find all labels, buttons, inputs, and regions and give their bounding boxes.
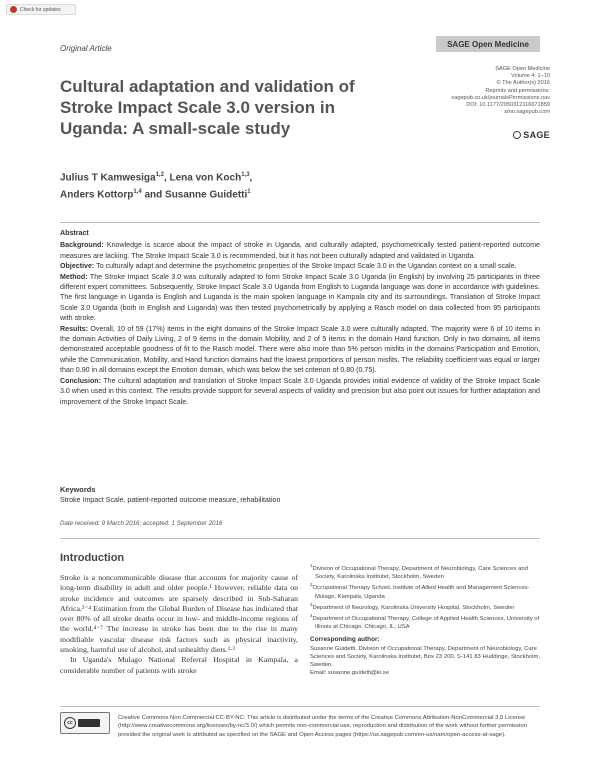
affiliation-text: Occupational Therapy School, Institute of Allied Health and Management Sciences-Mulago, Kampala, Uganda bbox=[312, 585, 530, 600]
corresponding-author bbox=[310, 636, 542, 677]
check-updates-label: Check for updates bbox=[20, 6, 61, 13]
divider bbox=[60, 222, 540, 223]
author-name: Lena von Koch bbox=[169, 172, 242, 184]
journal-badge: SAGE Open Medicine bbox=[436, 36, 540, 52]
check-updates-icon bbox=[10, 6, 17, 13]
author-affiliation-ref: 1 bbox=[247, 189, 251, 196]
abstract-section-text: Overall, 10 of 59 (17%) items in the eight domains of the Stroke Impact Scale 3.0 were culturally adapted. The majority were 6 of 10 items in the domain Activities of Daily Living, 2 of 9 items in the domain Mobility, and 2 of 5 items in the domain Hand function. Only in two domains, all items demonstrated acceptable goodness of fit to the Rasch model. There were also more than 5% person misfits in the domains Participation and Emotion, while the Communication, Mobility, and Hand function domains had the lowest proportions of person misfits. The reliability coefficient was equal or larger than 0.90 in all domains except the Emotion domain, which was below the set criterion of 0.80 (0.75). bbox=[60, 324, 540, 375]
keywords-text: Stroke Impact Scale, patient-reported outcome measure, rehabilitation bbox=[60, 496, 281, 504]
abstract-conclusion bbox=[60, 376, 540, 407]
affiliation-number: 4 bbox=[310, 612, 313, 618]
journal-meta bbox=[430, 66, 550, 116]
abstract-section-label: Method: bbox=[60, 272, 88, 281]
introduction-heading: Introduction bbox=[60, 552, 125, 564]
introduction-body bbox=[60, 573, 298, 676]
corresponding-author-email[interactable]: Email: susanne.guidetti@ki.se bbox=[310, 670, 389, 677]
abstract-results bbox=[60, 324, 540, 376]
license-text: Creative Commons Non Commercial CC-BY-NC: This article is distributed under the terms of the Creative Commons Attribution-NonCommercial 3.0 License (http://www.creativecommons.org/licenses/by-nc/3.0/) which permits non-commercial use, reproduction and distribution of the work without further permission provided the original work is attributed as specified on the SAGE and Open Access pages (https://us.sagepub.com/en-us/nam/open-access-at-sage). bbox=[118, 715, 527, 738]
author-affiliation-ref: 1,3 bbox=[241, 172, 250, 178]
author-name: Susanne Guidetti bbox=[165, 189, 248, 201]
keywords-heading: Keywords bbox=[60, 485, 96, 494]
sage-logo-text: SAGE bbox=[523, 130, 550, 140]
divider bbox=[60, 706, 540, 707]
article-type: Original Article bbox=[60, 44, 112, 53]
meta-website[interactable]: smo.sagepub.com bbox=[504, 109, 550, 116]
abstract-section-text: To culturally adapt and determine the psychometric properties of the Stroke Impact Scale 3.0 in the Ugandan context on a small scale. bbox=[96, 262, 517, 271]
meta-copyright: © The Author(s) 2016 bbox=[496, 80, 550, 87]
abstract-section-label: Results: bbox=[60, 324, 88, 333]
affiliation bbox=[310, 581, 542, 600]
received-dates: Date received: 9 March 2016; accepted: 1 September 2016 bbox=[60, 520, 223, 527]
affiliation bbox=[310, 562, 542, 581]
abstract-section-text: Knowledge is scarce about the impact of stroke in Uganda, and culturally adapted, psychometrically tested patient-reported outcome measures are lacking. The Stroke Impact Scale 3.0 is recommended, but it has not been culturally adapted and validated in Uganda. bbox=[60, 241, 540, 260]
abstract-section-label: Objective: bbox=[60, 262, 95, 271]
meta-volume: Volume 4: 1–10 bbox=[511, 73, 550, 80]
affiliation-text: Division of Occupational Therapy, Department of Neurobiology, Care Sciences and Society, Karolinska Institutet, Stockholm, Sweden bbox=[312, 565, 528, 581]
by-nc-icon bbox=[78, 719, 100, 727]
abstract bbox=[60, 228, 540, 407]
abstract-background bbox=[60, 240, 540, 261]
corresponding-author-address: Susanne Guidetti, Division of Occupational Therapy, Department of Neurobiology, Care Sciences and Society, Karolinska Institutet, Box 23 200, S-141 83 Huddinge, Stockholm, Sweden. bbox=[310, 645, 541, 668]
article-title: Cultural adaptation and validation of Stroke Impact Scale 3.0 version in Uganda: A small-scale study bbox=[60, 77, 355, 138]
corresponding-author-heading: Corresponding author: bbox=[310, 636, 380, 644]
affiliations bbox=[310, 562, 542, 677]
affiliation-text: Department of Occupational Therapy, College of Applied Health Sciences, University of Illinois at Chicago, Chicago, IL, USA bbox=[312, 615, 540, 631]
abstract-objective bbox=[60, 261, 540, 271]
meta-reprints: Reprints and permissions: bbox=[485, 87, 550, 94]
meta-journal: SAGE Open Medicine bbox=[495, 66, 550, 72]
affiliation-number: 2 bbox=[310, 582, 313, 588]
paragraph: In Uganda's Mulago National Referral Hospital in Kampala, a considerable number of patients with stroke bbox=[60, 655, 298, 675]
sage-logo bbox=[513, 130, 550, 140]
author-list: Julius T Kamwesiga$^{1,2}$, Lena von Koch$^{1,3}$, Anders Kottorp$^{1,4}$ and Susanne Guidetti$^1$ bbox=[60, 172, 253, 201]
check-for-updates-button[interactable] bbox=[6, 4, 76, 15]
affiliation bbox=[310, 612, 542, 631]
sage-logo-icon bbox=[513, 131, 521, 139]
author-affiliation-ref: 1,2 bbox=[155, 172, 164, 178]
divider bbox=[60, 538, 540, 539]
paragraph: Stroke is a noncommunicable disease that accounts for majority cause of long-term disability in adult and older people.¹ However, reliable data on stroke incidence and outcomes are sparsely described in Sub-Saharan Africa.²⁻⁴ Estimation from the Global Burden of Disease has indicated that over 80% of all stroke deaths occur in low- and middle-income regions of the world.⁴⁻⁷ The increase in stroke has been due to the rise in many modifiable vascular disease risk factors such as physical inactivity, smoking, harmful use of alcohol, and unhealthy diets.²·³ bbox=[60, 573, 298, 655]
abstract-section-label: Background: bbox=[60, 241, 104, 250]
author-name: Julius T Kamwesiga bbox=[60, 172, 156, 184]
author-name: Anders Kottorp bbox=[60, 189, 134, 201]
affiliation-number: 3 bbox=[310, 601, 313, 607]
author-affiliation-ref: 1,4 bbox=[133, 189, 142, 196]
abstract-section-text: The Stroke Impact Scale 3.0 was culturally adapted to form Stroke Impact Scale 3.0 Uganda (in English) by involving 25 participants in three different expert committees. Subsequently, Stroke Impact Scale 3.0 Uganda from English to Luganda language was done in accordance with guidelines. The first language in Uganda is English and Luganda is the main spoken language in Kampala city and its surroundings. Translation of Stroke Impact Scale 3.0 Uganda (both in English and Luganda) was then tested psychometrically by applying a Rasch model on data collected from 95 participants with stroke. bbox=[60, 272, 541, 323]
abstract-section-text: The cultural adaptation and translation of Stroke Impact Scale 3.0 Uganda provides initial evidence of validity of the Stroke Impact Scale 3.0 when used in this context. The results provide support for several aspects of validity and precision but also point out issues for further adaptation and improvement of the Stroke Impact Scale. bbox=[60, 376, 540, 406]
affiliation bbox=[310, 601, 542, 612]
affiliation-number: 1 bbox=[310, 563, 313, 568]
meta-doi[interactable]: DOI: 10.1177/2050312116671859 bbox=[466, 102, 550, 109]
meta-permissions-link[interactable]: sagepub.co.uk/journalsPermissions.nav bbox=[451, 94, 550, 101]
affiliation-text: Department of Neurology, Karolinska University Hospital, Stockholm, Sweden bbox=[312, 604, 515, 611]
cc-license-badge[interactable] bbox=[60, 712, 110, 734]
creative-commons-icon: cc bbox=[64, 717, 76, 729]
abstract-method bbox=[60, 272, 540, 324]
abstract-section-label: Conclusion: bbox=[60, 376, 101, 385]
abstract-heading: Abstract bbox=[60, 229, 89, 237]
